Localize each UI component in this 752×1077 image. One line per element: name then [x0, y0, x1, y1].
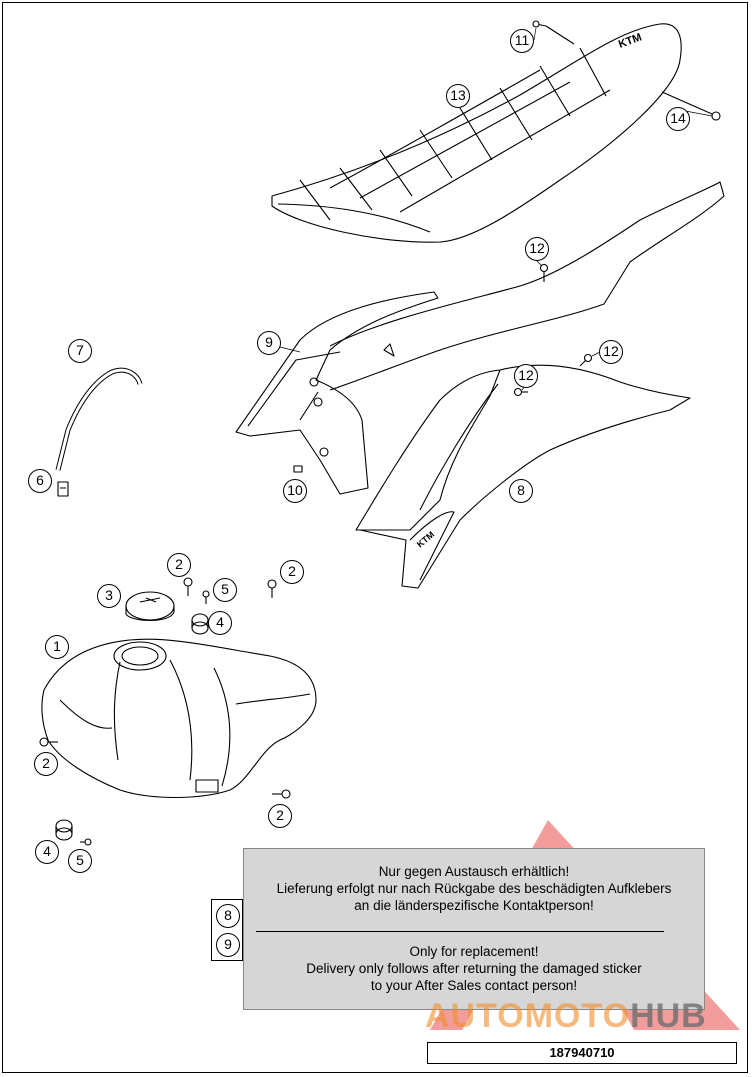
callout-8: 8 [509, 479, 533, 503]
drawing-number: 187940710 [427, 1042, 737, 1064]
side-panel-right-part [356, 365, 690, 588]
callout-6: 6 [28, 469, 52, 493]
notice-en-line1: Only for replacement! [409, 944, 539, 959]
callout-3: 3 [97, 584, 121, 608]
replacement-notice [243, 848, 705, 1010]
watermark-text: AUTOMOTOHUB [425, 997, 707, 1035]
notice-en-line2: Delivery only follows after returning the damaged sticker [306, 961, 642, 976]
callout-10: 10 [283, 479, 307, 503]
callout-2-b: 2 [280, 560, 304, 584]
callout-4-b: 4 [35, 840, 59, 864]
callout-14: 14 [666, 107, 690, 131]
callout-9: 9 [257, 331, 281, 355]
callout-13: 13 [446, 84, 470, 108]
seat-part [272, 24, 681, 242]
callout-5-b: 5 [68, 849, 92, 873]
callout-2-a: 2 [167, 553, 191, 577]
callout-12-top: 12 [525, 237, 549, 261]
rubber-10 [294, 466, 302, 472]
callout-12-right: 12 [599, 340, 623, 364]
callout-12-mid: 12 [514, 364, 538, 388]
callout-11: 11 [510, 29, 534, 53]
seat-logo: KTM [616, 31, 644, 51]
ref-9: 9 [216, 933, 240, 957]
side-panel-left-part [236, 182, 724, 494]
seat-screw-front [536, 24, 574, 44]
notice-de-line1: Nur gegen Austausch erhältlich! [378, 864, 570, 879]
notice-en-line3: to your After Sales contact person! [370, 978, 578, 993]
hose-clip [58, 482, 68, 496]
callout-7: 7 [68, 339, 92, 363]
notice-divider [256, 931, 664, 932]
fuel-cap-part [126, 592, 174, 621]
ref-8: 8 [216, 904, 240, 928]
panel-logo: KTM [414, 529, 437, 550]
notice-de-line3: an die länderspezifische Kontaktperson! [354, 898, 594, 913]
callout-5-a: 5 [213, 578, 237, 602]
callout-1: 1 [45, 635, 69, 659]
callout-4-a: 4 [208, 611, 232, 635]
notice-de-line2: Lieferung erfolgt nur nach Rückgabe des beschädigten Aufklebers [276, 881, 672, 896]
notice-part-refs [211, 899, 243, 961]
fuel-tank-part [42, 639, 316, 797]
callout-2-d: 2 [268, 804, 292, 828]
breather-hose [58, 370, 140, 470]
callout-2-c: 2 [34, 752, 58, 776]
